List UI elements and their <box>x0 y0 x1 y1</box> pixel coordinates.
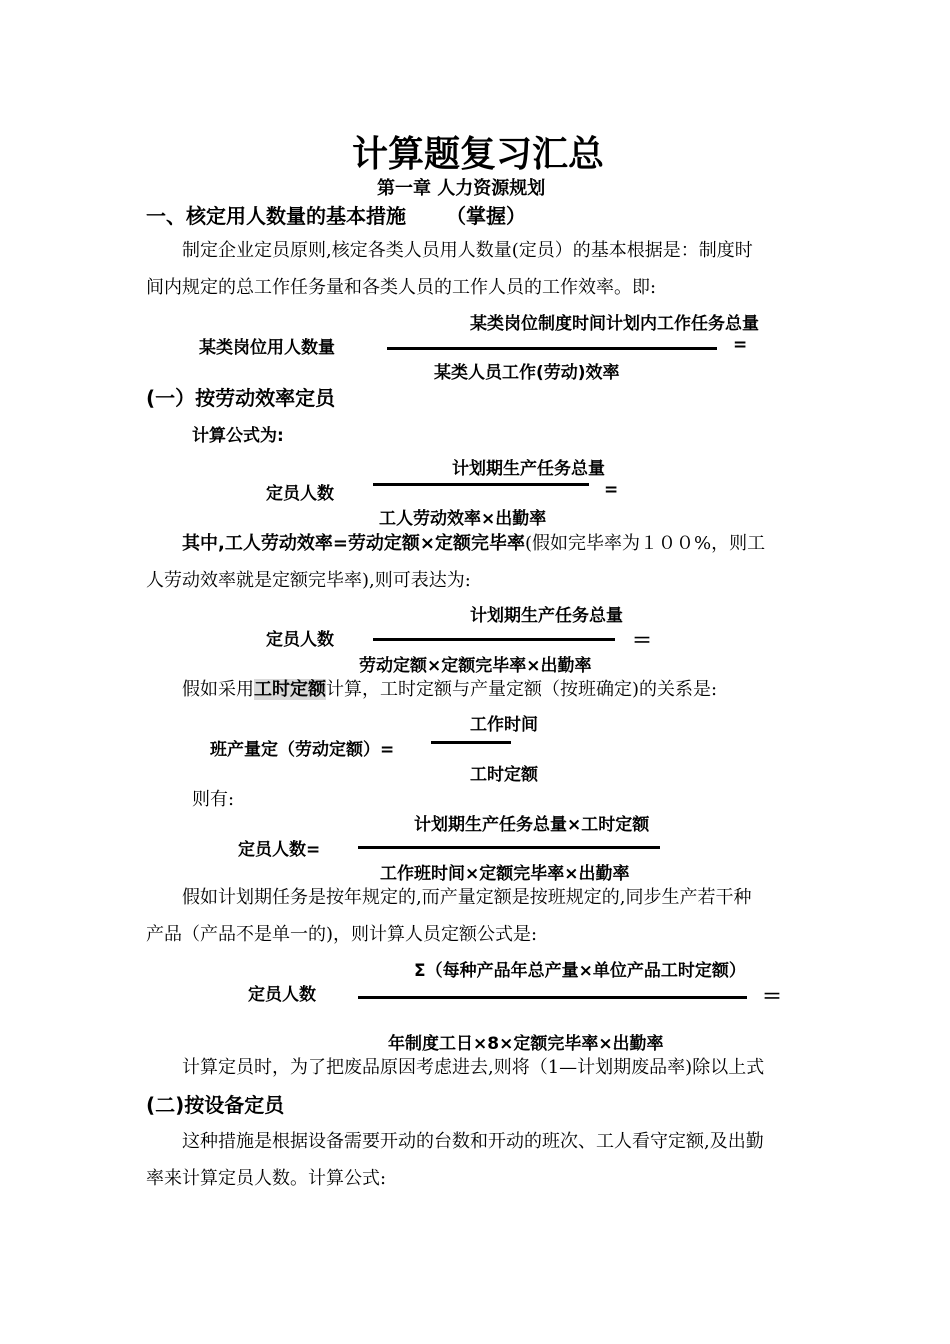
paragraph-line: 则有: <box>192 789 235 810</box>
formula-lhs: 班产量定（劳动定额）= <box>210 740 395 760</box>
section-heading-text: 一、核定用人数量的基本措施 <box>146 204 406 228</box>
formula-denominator: 工人劳动效率×出勤率 <box>379 509 547 529</box>
paragraph-line: 这种措施是根据设备需要开动的台数和开动的班次、工人看守定额,及出勤 <box>182 1131 764 1152</box>
fraction-bar <box>358 846 660 849</box>
formula-denominator: 工作班时间×定额完毕率×出勤率 <box>380 864 630 884</box>
formula-numerator: 某类岗位制度时间计划内工作任务总量 <box>470 314 759 334</box>
paragraph-line: 产品（产品不是单一的)，则计算人员定额公式是: <box>146 924 538 945</box>
formula-equals: = <box>733 335 748 355</box>
fraction-bar <box>373 638 615 641</box>
formula-numerator: 计划期生产任务总量 <box>470 606 623 626</box>
highlighted-term: 工时定额 <box>254 679 326 700</box>
paragraph-line: 率来计算定员人数。计算公式: <box>146 1168 387 1189</box>
fraction-bar <box>358 996 747 999</box>
formula-denominator: 某类人员工作(劳动)效率 <box>434 363 620 383</box>
paragraph-pre: 假如采用 <box>182 679 254 700</box>
formula-denominator: 工时定额 <box>470 765 538 785</box>
paragraph-post: 计算，工时定额与产量定额（按班确定)的关系是: <box>326 679 718 700</box>
formula-lhs: 定员人数 <box>266 484 334 504</box>
fraction-bar <box>387 347 717 350</box>
paragraph-line: 制定企业定员原则,核定各类人员用人数量(定员）的基本根据是：制度时 <box>182 240 753 261</box>
page-title: 计算题复习汇总 <box>352 134 605 175</box>
formula-equals: = <box>604 480 619 500</box>
formula-lhs: 定员人数 <box>248 985 316 1005</box>
subsection-heading: (一）按劳动效率定员 <box>146 386 336 410</box>
subsection-heading: (二)按设备定员 <box>146 1093 285 1117</box>
formula-equals: ＝ <box>762 984 782 1008</box>
formula-denominator: 年制度工日×8×定额完毕率×出勤率 <box>388 1034 664 1054</box>
paragraph-line: 假如计划期任务是按年规定的,而产量定额是按班规定的,同步生产若干种 <box>182 887 752 908</box>
formula-numerator: 计划期生产任务总量×工时定额 <box>414 815 650 835</box>
fraction-bar <box>373 483 589 486</box>
formula-numerator: Σ（每种产品年总产量×单位产品工时定额） <box>414 961 746 981</box>
paragraph-line <box>182 529 765 555</box>
paragraph-line: 计算定员时，为了把废品原因考虑进去,则将（1—计划期废品率)除以上式 <box>182 1057 765 1078</box>
formula-numerator: 计划期生产任务总量 <box>452 459 605 479</box>
section-heading <box>146 200 526 229</box>
formula-lhs: 定员人数= <box>238 840 321 860</box>
fraction-bar <box>431 741 511 744</box>
formula-equals: ＝ <box>632 628 652 652</box>
formula-denominator: 劳动定额×定额完毕率×出勤率 <box>359 656 592 676</box>
bold-definition: 其中,工人劳动效率=劳动定额×定额完毕率 <box>182 533 526 554</box>
paragraph-line: 间内规定的总工作任务量和各类人员的工作人员的工作效率。即: <box>146 277 657 298</box>
chapter-heading: 第一章 人力资源规划 <box>377 178 546 199</box>
paragraph-line <box>182 675 717 701</box>
formula-numerator: 工作时间 <box>470 715 538 735</box>
paragraph-line: 人劳动效率就是定额完毕率),则可表达为: <box>146 570 471 591</box>
formula-lhs: 某类岗位用人数量 <box>199 338 335 358</box>
formula-lhs: 定员人数 <box>266 630 334 650</box>
section-tag: （掌握） <box>446 204 526 228</box>
formula-intro: 计算公式为: <box>192 426 284 446</box>
paragraph-rest: (假如完毕率为１００%，则工 <box>525 533 766 554</box>
